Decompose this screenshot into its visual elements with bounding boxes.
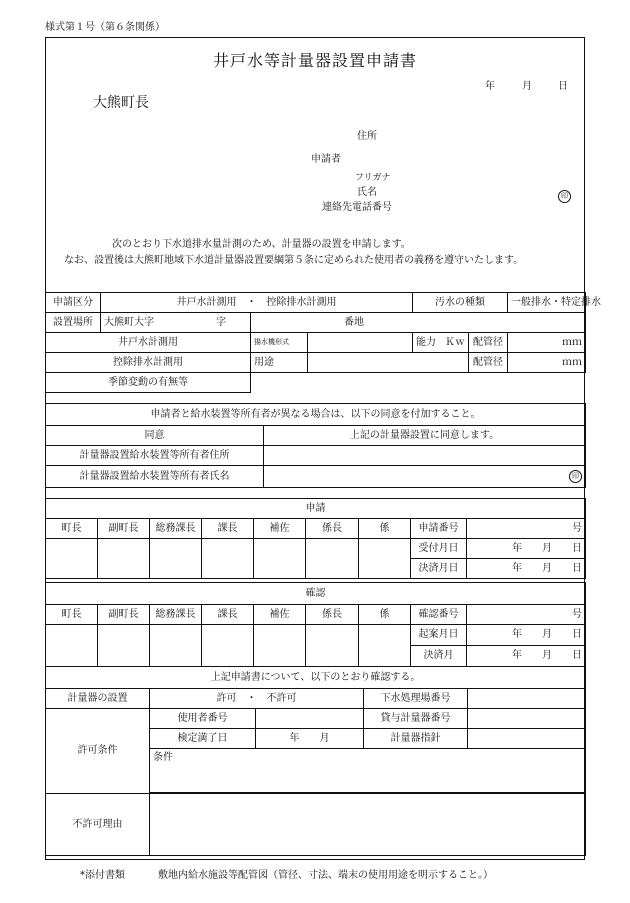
aza-text: 字	[216, 316, 226, 328]
application-type-label: 申請区分	[46, 293, 101, 313]
year-char: 年	[512, 542, 522, 554]
pump-type-label: 揚水機形式	[251, 333, 308, 353]
denial-reason-label: 不許可理由	[46, 794, 150, 856]
pipe-diameter-unit: ｍｍ	[508, 333, 586, 353]
owner-seal: 印	[569, 470, 582, 483]
confirmation-result-table	[45, 666, 586, 856]
decided-label: 決済月日	[411, 559, 467, 579]
col-general-affairs-chief: 総務課長	[150, 605, 202, 625]
stamp-box	[98, 625, 150, 667]
stamp-box	[306, 539, 359, 579]
well-measure-label	[46, 333, 251, 353]
stamp-box	[254, 625, 306, 667]
confirmation-approval-table	[45, 582, 586, 667]
owner-address-value	[264, 446, 586, 466]
owner-name-value	[264, 466, 586, 488]
year-char: 年	[512, 629, 522, 640]
month-char: 月	[542, 542, 552, 554]
consent-table	[45, 403, 586, 488]
col-assistant: 補佐	[254, 605, 306, 625]
capacity-cell	[413, 333, 469, 353]
day-char: 日	[572, 542, 582, 554]
usage-label: 用途	[251, 353, 308, 373]
inspection-expiry-value	[256, 729, 364, 749]
stamp-box	[150, 539, 202, 579]
month-char: 月	[542, 629, 552, 640]
col-deputy-mayor: 副町長	[98, 519, 150, 539]
location-banchi	[251, 313, 586, 333]
permit-options: 許可 ・ 不許可	[150, 689, 364, 709]
stamp-box	[46, 539, 98, 579]
meter-reading-label: 計量器指針	[364, 729, 468, 749]
loan-meter-value	[468, 709, 586, 729]
col-staff: 係	[359, 519, 411, 539]
application-number-unit: 号	[467, 519, 586, 539]
location-town	[101, 313, 251, 333]
date-year: 年	[485, 81, 495, 92]
seasonal-label: 季節変動の有無等	[46, 373, 251, 393]
pipe-diameter-unit-2: ｍｍ	[508, 353, 586, 373]
addressee: 大熊町長	[93, 95, 149, 111]
stamp-box	[359, 539, 411, 579]
owner-name-label: 計量器設置給水装置等所有者氏名	[46, 466, 264, 488]
body-line-1: 次のとおり下水道排水量計測のため、計量器の設置を申請します。	[112, 239, 411, 250]
owner-address-label: 計量器設置給水装置等所有者住所	[46, 446, 264, 466]
town-text: 大熊町大字	[104, 316, 154, 328]
furigana-label: フリガナ	[355, 173, 391, 183]
application-approval-table	[45, 498, 586, 579]
kw-unit: Ｋｗ	[445, 336, 466, 348]
usage-value	[308, 353, 469, 373]
stamp-box	[359, 625, 411, 667]
location-label: 設置場所	[46, 313, 101, 333]
day-char: 日	[572, 650, 582, 661]
stamp-box	[254, 539, 306, 579]
form-title: 井戸水等計量器設置申請書	[212, 51, 417, 70]
col-section-chief: 課長	[202, 605, 254, 625]
pump-type-value	[308, 333, 413, 353]
capacity-label: 能力	[416, 336, 437, 348]
col-section-chief: 課長	[202, 519, 254, 539]
result-header: 上記申請書について、以下のとおり確認する。	[46, 667, 586, 689]
day-char: 日	[572, 562, 582, 574]
name-label: 氏名	[357, 187, 377, 198]
stamp-box	[98, 539, 150, 579]
date-day: 日	[558, 81, 568, 92]
stamp-box	[202, 539, 254, 579]
received-label: 受付月日	[411, 539, 467, 559]
application-table	[45, 292, 602, 393]
loan-meter-label: 貸与計量器番号	[364, 709, 468, 729]
body-line-2: なお、設置後は大熊町地域下水道計量器設置要綱第５条に定められた使用者の義務を遵守いたします。	[64, 255, 524, 266]
pipe-diameter-label: 配管径	[469, 333, 508, 353]
confirmation-number-label: 確認番号	[411, 605, 467, 625]
year-char: 年	[512, 650, 522, 661]
attachment-text: 敷地内給水施設等配管図（管径、寸法、端末の使用用途を明示すること。）	[158, 870, 493, 881]
consent-label: 同意	[46, 426, 264, 446]
col-mayor: 町長	[46, 605, 98, 625]
stamp-box	[46, 625, 98, 667]
col-subsection-chief: 係長	[306, 519, 359, 539]
col-deputy-mayor: 副町長	[98, 605, 150, 625]
inspection-expiry-label: 検定満了日	[150, 729, 256, 749]
confirmation-decided-label: 決済月	[411, 646, 467, 667]
year-char: 年	[289, 732, 300, 744]
confirmation-decided-date	[467, 646, 586, 667]
stamp-box	[202, 625, 254, 667]
year-char: 年	[512, 562, 522, 574]
decided-date	[467, 559, 586, 579]
col-subsection-chief: 係長	[306, 605, 359, 625]
user-number-label: 使用者番号	[150, 709, 256, 729]
month-char: 月	[542, 562, 552, 574]
sewage-plant-value	[468, 689, 586, 709]
sewage-plant-label: 下水処理場番号	[364, 689, 468, 709]
conditions-label: 許可条件	[46, 709, 150, 794]
drafted-label: 起案月日	[411, 625, 467, 646]
col-general-affairs-chief: 総務課長	[150, 519, 202, 539]
month-char: 月	[319, 732, 330, 744]
banchi-text: 番地	[344, 316, 364, 328]
user-number-value	[256, 709, 364, 729]
deduction-measure-label: 控除排水計測用	[46, 353, 251, 373]
application-header: 申請	[46, 499, 586, 519]
form-number-label: 様式第１号（第６条関係）	[45, 22, 165, 33]
wastewater-kind-label: 汚水の種類	[413, 293, 508, 313]
seasonal-value	[251, 373, 586, 393]
month-char: 月	[542, 650, 552, 661]
col-staff: 係	[359, 605, 411, 625]
col-assistant: 補佐	[254, 519, 306, 539]
wastewater-kind-value: 一般排水・特定排水	[508, 293, 586, 313]
stamp-box	[150, 625, 202, 667]
application-number-label: 申請番号	[411, 519, 467, 539]
applicant-label: 申請者	[311, 154, 341, 165]
condition-field	[150, 749, 586, 793]
seal-mark	[558, 183, 571, 203]
confirmation-number-unit: 号	[467, 605, 586, 625]
consent-text: 上記の計量器設置に同意します。	[264, 426, 586, 446]
well-measure-text: 井戸水計測用	[118, 336, 178, 348]
phone-label: 連絡先電話番号	[322, 202, 392, 213]
col-mayor: 町長	[46, 519, 98, 539]
attachment-label: *添付書類	[80, 870, 125, 881]
condition-label: 条件	[153, 752, 173, 763]
pipe-diameter-label-2: 配管径	[469, 353, 508, 373]
day-char: 日	[572, 629, 582, 640]
meter-reading-value	[468, 729, 586, 749]
drafted-date	[467, 625, 586, 646]
seal-glyph: 印	[558, 190, 571, 203]
consent-header: 申請者と給水装置等所有者が異なる場合は、以下の同意を付加すること。	[46, 404, 586, 426]
confirmation-header: 確認	[46, 583, 586, 605]
application-type-options: 井戸水計測用 ・ 控除排水計測用	[101, 293, 413, 313]
installation-label: 計量器の設置	[46, 689, 150, 709]
date-month: 月	[522, 81, 532, 92]
denial-reason-value	[150, 794, 586, 856]
address-label: 住所	[357, 131, 377, 142]
received-date	[467, 539, 586, 559]
stamp-box	[306, 625, 359, 667]
